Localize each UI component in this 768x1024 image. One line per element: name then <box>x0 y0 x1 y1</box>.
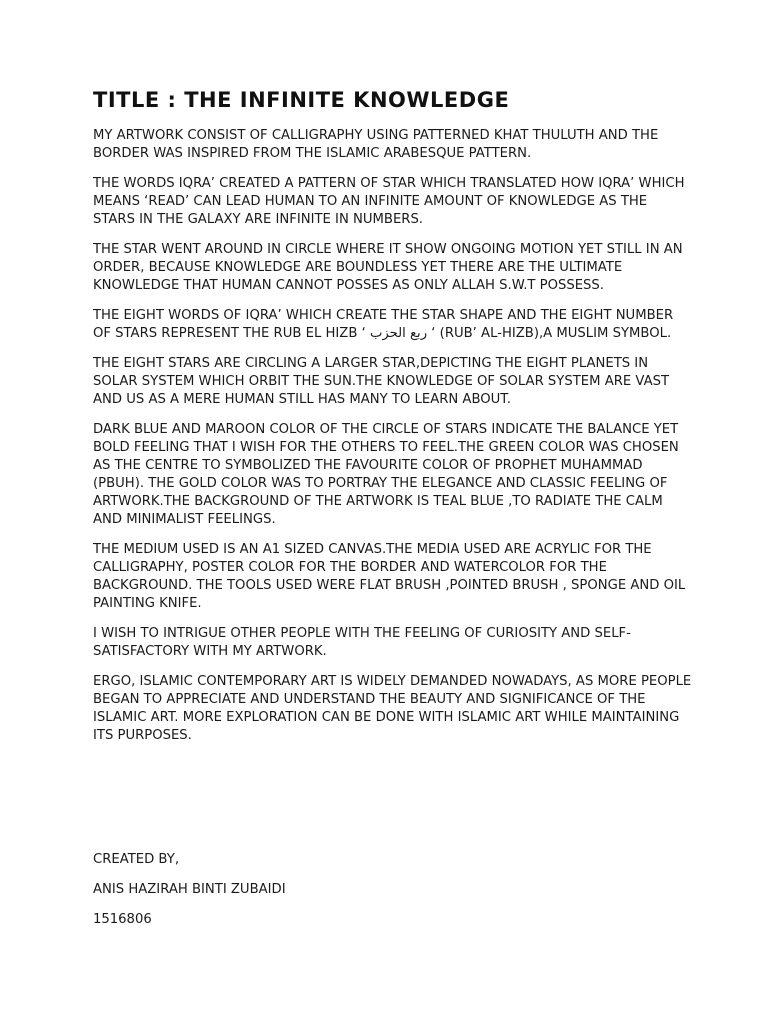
paragraph-circle-motion: THE STAR WENT AROUND IN CIRCLE WHERE IT SHOW ONGOING MOTION YET STILL IN AN ORDER, BECAUSE KNOWLEDGE ARE BOUNDLESS YET THERE ARE THE ULTIMATE KNOWLEDGE THAT HUMAN CANNOT POSSES AS ONLY ALLAH S.W.T POSSESS. <box>93 242 683 293</box>
paragraph-intrigue: I WISH TO INTRIGUE OTHER PEOPLE WITH THE FEELING OF CURIOSITY AND SELF-SATISFACTORY WITH MY ARTWORK. <box>93 626 631 659</box>
credits-block <box>93 851 693 941</box>
created-by-label: CREATED BY, <box>93 852 180 867</box>
author-name: ANIS HAZIRAH BINTI ZUBAIDI <box>93 882 286 897</box>
document-body <box>93 86 693 757</box>
paragraph-rub-el-hizb: THE EIGHT WORDS OF IQRA’ WHICH CREATE THE STAR SHAPE AND THE EIGHT NUMBER OF STARS REPRESENT THE RUB EL HIZB ‘ ربع الحزب ‘ (RUB’ AL-HIZB),A MUSLIM SYMBOL. <box>93 308 674 341</box>
paragraph-colors: DARK BLUE AND MAROON COLOR OF THE CIRCLE OF STARS INDICATE THE BALANCE YET BOLD FEELING THAT I WISH FOR THE OTHERS TO FEEL.THE GREEN COLOR WAS CHOSEN AS THE CENTRE TO SYMBOLIZED THE FAVOURITE COLOR OF PROPHET MUHAMMAD (PBUH). THE GOLD COLOR WAS TO PORTRAY THE ELEGANCE AND CLASSIC FEELING OF ARTWORK.THE BACKGROUND OF THE ARTWORK IS TEAL BLUE ,TO RADIATE THE CALM AND MINIMALIST FEELINGS. <box>93 422 679 527</box>
paragraph-conclusion: ERGO, ISLAMIC CONTEMPORARY ART IS WIDELY DEMANDED NOWADAYS, AS MORE PEOPLE BEGAN TO APPRECIATE AND UNDERSTAND THE BEAUTY AND SIGNIFICANCE OF THE ISLAMIC ART. MORE EXPLORATION CAN BE DONE WITH ISLAMIC ART WHILE MAINTAINING ITS PURPOSES. <box>93 674 692 743</box>
paragraph-medium: THE MEDIUM USED IS AN A1 SIZED CANVAS.THE MEDIA USED ARE ACRYLIC FOR THE CALLIGRAPHY, POSTER COLOR FOR THE BORDER AND WATERCOLOR FOR THE BACKGROUND. THE TOOLS USED WERE FLAT BRUSH ,POINTED BRUSH , SPONGE AND OIL PAINTING KNIFE. <box>93 542 686 611</box>
student-id: 1516806 <box>93 912 152 927</box>
paragraph-iqra-star: THE WORDS IQRA’ CREATED A PATTERN OF STAR WHICH TRANSLATED HOW IQRA’ WHICH MEANS ‘READ’ CAN LEAD HUMAN TO AN INFINITE AMOUNT OF KNOWLEDGE AS THE STARS IN THE GALAXY ARE INFINITE IN NUMBERS. <box>93 176 685 227</box>
paragraph-solar-system: THE EIGHT STARS ARE CIRCLING A LARGER STAR,DEPICTING THE EIGHT PLANETS IN SOLAR SYSTEM WHICH ORBIT THE SUN.THE KNOWLEDGE OF SOLAR SYSTEM ARE VAST AND US AS A MERE HUMAN STILL HAS MANY TO LEARN ABOUT. <box>93 356 670 407</box>
paragraph-artwork-description: MY ARTWORK CONSIST OF CALLIGRAPHY USING PATTERNED KHAT THULUTH AND THE BORDER WAS INSPIRED FROM THE ISLAMIC ARABESQUE PATTERN. <box>93 128 659 161</box>
document-title: TITLE : THE INFINITE KNOWLEDGE <box>93 88 510 112</box>
